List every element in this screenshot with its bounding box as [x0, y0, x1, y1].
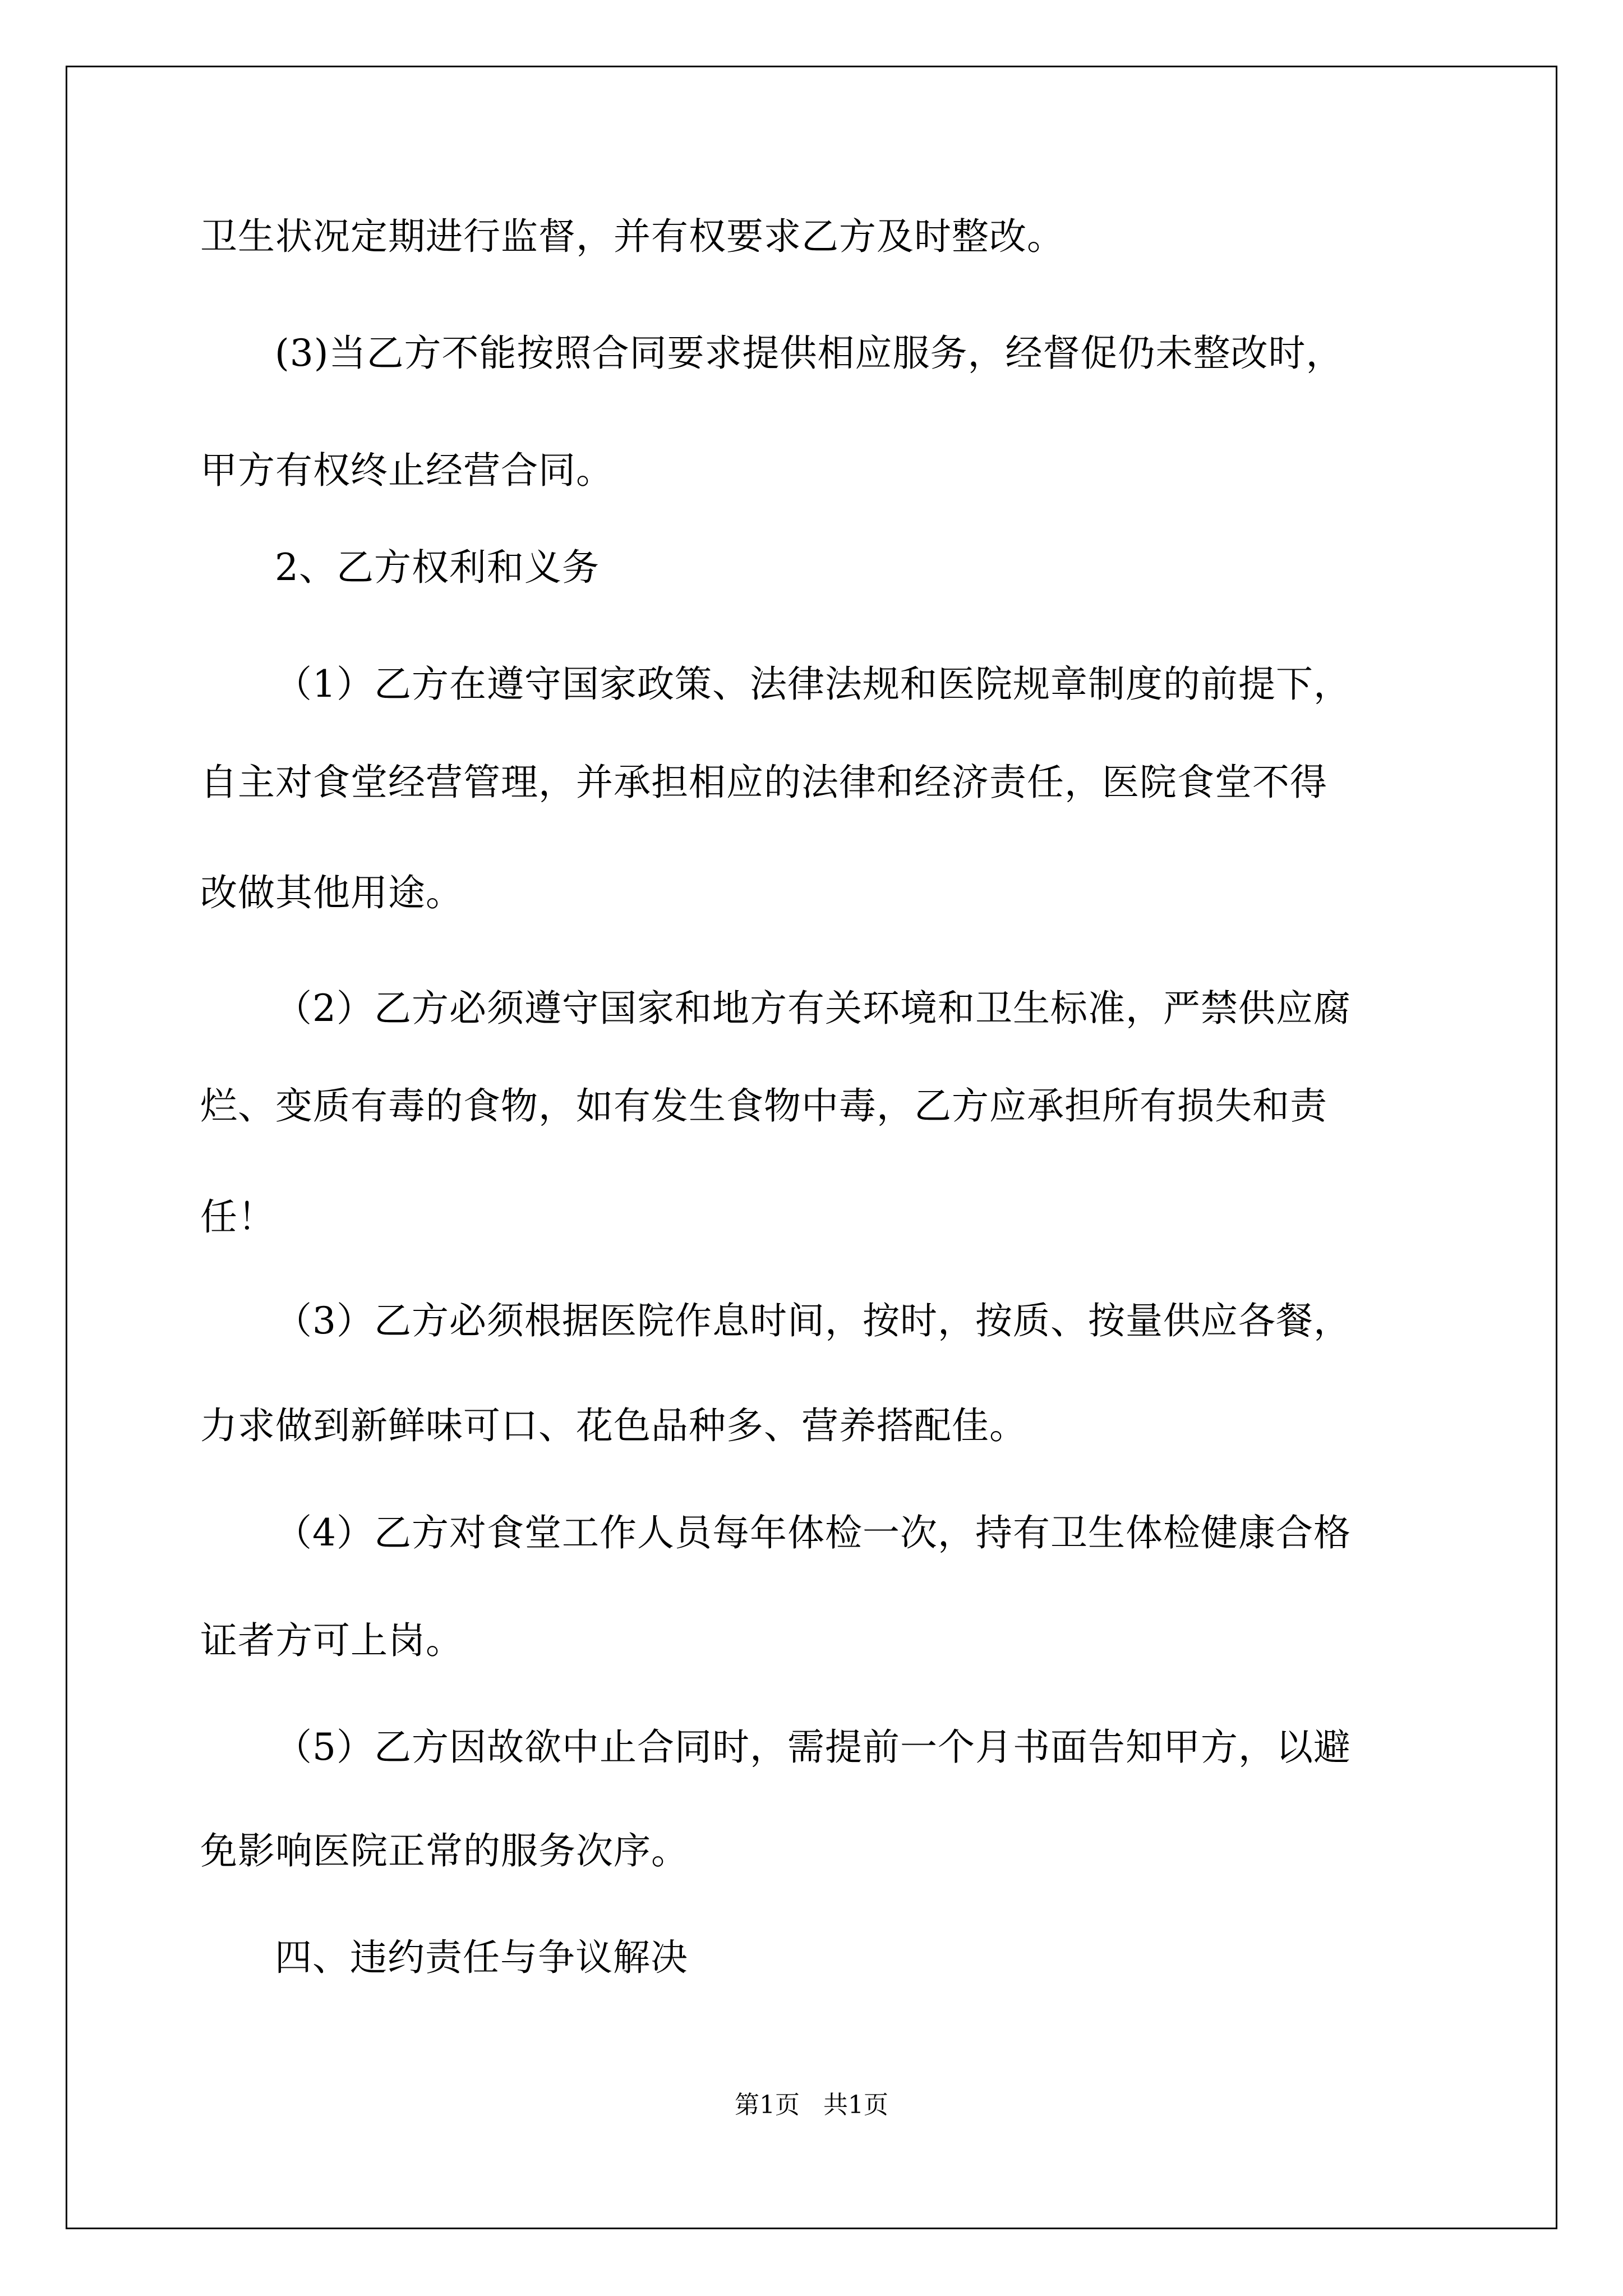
page-border — [66, 66, 1557, 2229]
text-line: 自主对食堂经营管理，并承担相应的法律和经济责任，医院食堂不得 — [200, 761, 1327, 804]
section-heading: 四、违约责任与争议解决 — [275, 1936, 688, 1979]
text-line: 免影响医院正常的服务次序。 — [200, 1829, 689, 1872]
text-line: 甲方有权终止经营合同。 — [200, 449, 614, 492]
text-line: 力求做到新鲜味可口、花色品种多、营养搭配佳。 — [200, 1404, 1027, 1447]
section-heading: 2、乙方权利和义务 — [275, 546, 600, 589]
text-line: （2）乙方必须遵守国家和地方有关环境和卫生标准，严禁供应腐 — [275, 987, 1351, 1030]
text-line: 证者方可上岗。 — [200, 1619, 463, 1662]
text-line: （1）乙方在遵守国家政策、法律法规和医院规章制度的前提下， — [275, 662, 1351, 706]
text-line: 烂、变质有毒的食物，如有发生食物中毒，乙方应承担所有损失和责 — [200, 1084, 1327, 1128]
text-line: （4）乙方对食堂工作人员每年体检一次，持有卫生体检健康合格 — [275, 1511, 1351, 1554]
text-line: (3)当乙方不能按照合同要求提供相应服务，经督促仍未整改时， — [275, 332, 1344, 375]
text-line: （5）乙方因故欲中止合同时，需提前一个月书面告知甲方，以避 — [275, 1726, 1351, 1769]
text-line: 改做其他用途。 — [200, 871, 463, 914]
text-line: （3）乙方必须根据医院作息时间，按时，按质、按量供应各餐， — [275, 1299, 1351, 1342]
text-line: 任！ — [200, 1195, 275, 1239]
text-line: 卫生状况定期进行监督，并有权要求乙方及时整改。 — [200, 215, 1064, 258]
page-number: 第1页 共1页 — [735, 2091, 888, 2119]
